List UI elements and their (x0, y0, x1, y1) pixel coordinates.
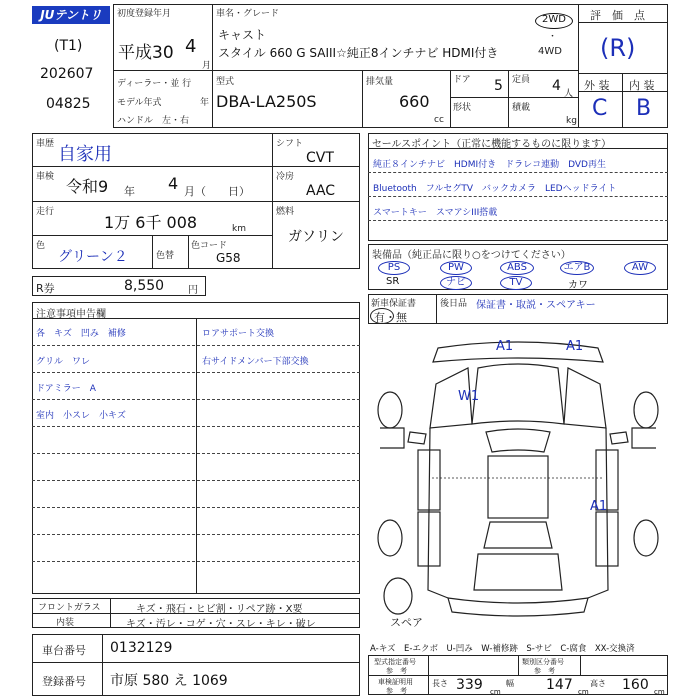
color-code-label: 色コード (191, 241, 228, 251)
door-label: ドア (453, 75, 471, 85)
mileage-unit: km (232, 224, 246, 234)
history-value: 自家用 (58, 144, 112, 165)
recycle-amount: 8,550 (124, 278, 165, 294)
interior-label: 内 装 (629, 79, 655, 92)
model-label: 型式 (216, 77, 235, 87)
equip-navi: ナビ (440, 276, 472, 290)
later-label: 後日品 (440, 299, 468, 309)
chassis-label: 車台番号 (42, 644, 86, 657)
exterior-label: 外 装 (584, 79, 610, 92)
damage-mark: A1 (496, 339, 514, 354)
inspection-label: 車検 (36, 172, 55, 182)
notes-title: 注意事項申告欄 (36, 309, 106, 320)
first-reg-era: 平成30 (118, 43, 174, 63)
height-value: 160 (622, 677, 649, 693)
sales-points-title: セールスポイント（正常に機能するものに限ります） (372, 139, 612, 150)
reference-label-2: 参 考 (534, 667, 555, 675)
sales-point-line: 純正８インチナビ HDMI付き ドラレコ連動 DVD再生 (373, 160, 606, 170)
interior-grade: B (636, 96, 652, 121)
recycle-label: R券 (36, 282, 55, 295)
exterior-grade: C (592, 96, 608, 121)
history-label: 車歴 (36, 139, 55, 149)
displacement-value: 660 (399, 92, 430, 111)
interior-cond-label: 内装 (56, 618, 75, 628)
fuel-value: ガソリン (288, 229, 344, 245)
inspection-month-unit: 月（ 日） (184, 185, 250, 198)
first-reg-label: 初度登録年月 (117, 9, 172, 19)
era-code: (T1) (54, 38, 83, 54)
handle-label: ハンドル 左・右 (117, 116, 190, 126)
model-code: DBA-LA250S (216, 92, 317, 111)
model-year-label: モデル年式 (117, 98, 162, 108)
cert-label: 車検証明用 (378, 678, 413, 686)
inspection-era: 令和9 (66, 177, 109, 196)
note-left: グリル ワレ (36, 357, 91, 367)
front-glass-value: キズ・飛石・ヒビ割・リペア跡・X要 (136, 604, 303, 615)
car-name: キャスト (218, 28, 267, 42)
capacity-unit: 人 (564, 89, 574, 99)
displacement-label: 排気量 (366, 77, 394, 87)
front-glass-label: フロントガラス (38, 603, 101, 613)
rating-label: 評 価 点 (590, 9, 645, 22)
reference-label-3: 参 考 (386, 687, 407, 695)
equip-pw: PW (440, 261, 472, 275)
damage-mark: W1 (458, 389, 480, 404)
first-reg-month: 4 (185, 36, 197, 57)
width-value: 147 (546, 677, 573, 693)
width-unit: cm (578, 688, 589, 696)
drive-dot: ・ (548, 32, 558, 42)
ac-label: 冷房 (276, 172, 295, 182)
shift-label: シフト (276, 139, 304, 149)
note-left: ドアミラー A (36, 384, 96, 394)
shift-value: CVT (306, 150, 334, 166)
stock-number-1: 202607 (40, 66, 94, 82)
inspection-month: 4 (168, 174, 179, 193)
chassis-number: 0132129 (110, 640, 173, 656)
equip-abs: ABS (500, 261, 534, 275)
length-unit: cm (490, 688, 501, 696)
note-right: 右サイドメンバー下部交換 (202, 357, 309, 367)
equipment-title: 装備品（純正品に限り○をつけてください） (372, 250, 571, 261)
length-value: 339 (456, 677, 483, 693)
height-unit: cm (654, 688, 665, 696)
displacement-unit: cc (434, 115, 444, 125)
note-left: 室内 小スレ 小キズ (36, 411, 126, 421)
color-value: グリーン２ (58, 249, 128, 265)
brand-logo: JUテントリ (32, 6, 110, 24)
plate-label: 登録番号 (42, 675, 86, 688)
recycle-unit: 円 (188, 285, 198, 296)
model-year-unit: 年 (200, 98, 210, 108)
capacity-value: 4 (552, 78, 561, 94)
reference-label: 参 考 (386, 667, 407, 675)
width-label: 幅 (506, 679, 514, 688)
color-code-value: G58 (216, 251, 241, 265)
spare-label: スペア (390, 616, 423, 629)
rating-score: (R) (600, 34, 636, 62)
interior-cond-value: キズ・汚レ・コゲ・穴・スレ・キレ・破レ (126, 619, 316, 630)
mileage-value: 1万 6千 008 (104, 213, 198, 232)
drive-4wd: 4WD (538, 46, 562, 57)
load-unit: kg (566, 116, 577, 126)
damage-mark: A1 (590, 499, 608, 514)
equip-ps: PS (378, 261, 410, 275)
sales-point-line: Bluetooth フルセグTV バックカメラ LEDヘッドライト (373, 184, 617, 194)
warranty-value: 有・無 (374, 311, 407, 324)
month-unit: 月 (202, 61, 212, 71)
color-label: 色 (36, 241, 46, 251)
damage-legend: A-キズ E-エクボ U-凹み W-補修跡 S-サビ C-腐食 XX-交換済 (370, 644, 635, 654)
note-right: ロアサポート交換 (202, 329, 275, 339)
class-label: 類別区分番号 (522, 658, 564, 666)
stock-number-2: 04825 (46, 96, 91, 112)
load-label: 積載 (512, 103, 531, 113)
equip-leather: カワ (568, 280, 588, 291)
height-label: 高さ (590, 679, 606, 688)
equip-aw: AW (624, 261, 656, 275)
capacity-label: 定員 (512, 75, 531, 85)
fuel-label: 燃料 (276, 207, 295, 217)
damage-mark: A1 (566, 339, 584, 354)
equip-tv: TV (500, 276, 532, 290)
recycle-box (32, 276, 206, 296)
ac-value: AAC (306, 183, 336, 199)
door-count: 5 (494, 78, 503, 94)
note-left: 各 キズ 凹み 補修 (36, 329, 126, 339)
equip-airbag: エアB (560, 261, 594, 275)
mileage-label: 走行 (36, 207, 55, 217)
later-items: 保証書・取説・スペアキー (476, 300, 596, 311)
plate-number: 市原 580 え 1069 (110, 673, 228, 689)
car-diagram (368, 328, 668, 630)
inspection-year-unit: 年 (124, 185, 135, 198)
type-designation-label: 型式指定番号 (374, 658, 416, 666)
drive-2wd-circle: 2WD (535, 13, 573, 29)
equip-sr: SR (386, 276, 400, 287)
shape-label: 形状 (453, 103, 472, 113)
color-change-label: 色替 (156, 251, 175, 261)
sales-point-line: スマートキー スマアシIII搭載 (373, 208, 498, 218)
warranty-label: 新車保証書 (371, 299, 417, 309)
dealer-label: ディーラー・並 行 (117, 79, 192, 89)
car-grade: スタイル 660 G SAIII☆純正8インチナビ HDMI付き (218, 46, 499, 60)
car-name-label: 車名・グレード (216, 9, 280, 19)
length-label: 長さ (432, 679, 448, 688)
